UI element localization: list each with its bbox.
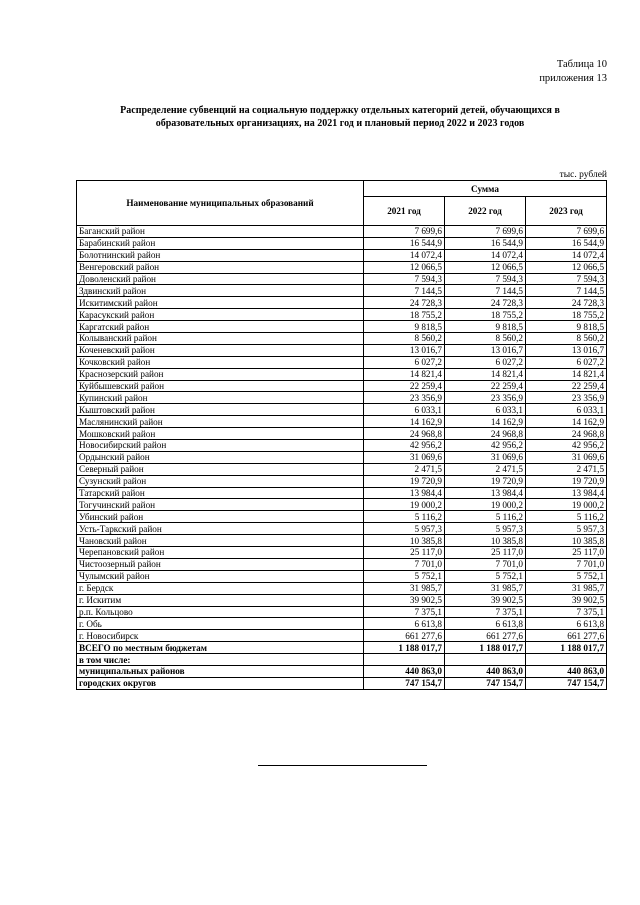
- municipality-name: Чановский район: [77, 535, 364, 547]
- amount-2022: 31 985,7: [445, 582, 526, 594]
- table-row: [77, 630, 607, 642]
- table-row: [77, 249, 607, 261]
- amount-2023: 10 385,8: [526, 535, 607, 547]
- total-2021: 1 188 017,7: [364, 642, 445, 654]
- subtotal-districts-2023: 440 863,0: [526, 665, 607, 677]
- table-row: [77, 356, 607, 368]
- subtotal-row-urban: [77, 677, 607, 689]
- table-row: [77, 416, 607, 428]
- municipality-name: Коченевский район: [77, 344, 364, 356]
- municipality-name: Усть-Таркский район: [77, 523, 364, 535]
- municipality-name: Здвинский район: [77, 285, 364, 297]
- amount-2022: 16 544,9: [445, 237, 526, 249]
- amount-2021: 5 957,3: [364, 523, 445, 535]
- table-row: [77, 368, 607, 380]
- including-row: [77, 654, 607, 666]
- amount-2021: 31 985,7: [364, 582, 445, 594]
- municipality-name: Куйбышевский район: [77, 380, 364, 392]
- amount-2021: 31 069,6: [364, 451, 445, 463]
- table-row: [77, 535, 607, 547]
- table-row: [77, 392, 607, 404]
- amount-2022: 25 117,0: [445, 547, 526, 559]
- amount-2023: 6 613,8: [526, 618, 607, 630]
- amount-2022: 18 755,2: [445, 309, 526, 321]
- amount-2022: 5 957,3: [445, 523, 526, 535]
- table-row: [77, 404, 607, 416]
- amount-2023: 14 162,9: [526, 416, 607, 428]
- amount-2022: 39 902,5: [445, 594, 526, 606]
- amount-2023: 6 027,2: [526, 356, 607, 368]
- amount-2021: 24 968,8: [364, 428, 445, 440]
- municipality-name: Каргатский район: [77, 321, 364, 333]
- table-row: [77, 273, 607, 285]
- table-row: [77, 606, 607, 618]
- table-row: [77, 487, 607, 499]
- amount-2021: 13 984,4: [364, 487, 445, 499]
- amount-2023: 7 701,0: [526, 558, 607, 570]
- amount-2023: 14 072,4: [526, 249, 607, 261]
- subtotal-districts-label: муниципальных районов: [77, 665, 364, 677]
- total-label: ВСЕГО по местным бюджетам: [77, 642, 364, 654]
- table-row: [77, 321, 607, 333]
- municipality-name: Ордынский район: [77, 451, 364, 463]
- amount-2023: 5 957,3: [526, 523, 607, 535]
- amount-2023: 23 356,9: [526, 392, 607, 404]
- table-row: [77, 570, 607, 582]
- amount-2022: 19 720,9: [445, 475, 526, 487]
- amount-2023: 19 000,2: [526, 499, 607, 511]
- subsidy-table: [76, 180, 607, 690]
- municipality-name: Купинский район: [77, 392, 364, 404]
- amount-2023: 24 728,3: [526, 297, 607, 309]
- table-row: [77, 475, 607, 487]
- amount-2021: 19 720,9: [364, 475, 445, 487]
- amount-2023: 8 560,2: [526, 333, 607, 345]
- amount-2021: 23 356,9: [364, 392, 445, 404]
- amount-2021: 18 755,2: [364, 309, 445, 321]
- amount-2023: 6 033,1: [526, 404, 607, 416]
- column-header-name: Наименование муниципальных образований: [77, 181, 364, 226]
- table-row: [77, 428, 607, 440]
- municipality-name: Карасукский район: [77, 309, 364, 321]
- amount-2021: 9 818,5: [364, 321, 445, 333]
- amount-2023: 25 117,0: [526, 547, 607, 559]
- amount-2022: 22 259,4: [445, 380, 526, 392]
- amount-2022: 7 699,6: [445, 226, 526, 238]
- amount-2023: 5 752,1: [526, 570, 607, 582]
- amount-2022: 6 613,8: [445, 618, 526, 630]
- amount-2022: 14 821,4: [445, 368, 526, 380]
- amount-2023: 7 699,6: [526, 226, 607, 238]
- municipality-name: г. Бердск: [77, 582, 364, 594]
- amount-2022: 5 752,1: [445, 570, 526, 582]
- end-divider: [258, 765, 427, 766]
- column-header-2023: 2023 год: [526, 197, 607, 226]
- amount-2023: 9 818,5: [526, 321, 607, 333]
- column-header-2021: 2021 год: [364, 197, 445, 226]
- table-row: [77, 547, 607, 559]
- amount-2023: 13 016,7: [526, 344, 607, 356]
- including-label: в том числе:: [77, 654, 364, 666]
- amount-2022: 7 144,5: [445, 285, 526, 297]
- table-row: [77, 309, 607, 321]
- amount-2023: 13 984,4: [526, 487, 607, 499]
- column-header-sum: Сумма: [364, 181, 607, 197]
- amount-2022: 14 072,4: [445, 249, 526, 261]
- column-header-2022: 2022 год: [445, 197, 526, 226]
- amount-2023: 42 956,2: [526, 440, 607, 452]
- amount-2023: 18 755,2: [526, 309, 607, 321]
- appendix-number: приложения 13: [539, 73, 607, 84]
- amount-2021: 12 066,5: [364, 261, 445, 273]
- amount-2021: 8 560,2: [364, 333, 445, 345]
- amount-2021: 13 016,7: [364, 344, 445, 356]
- table-body: [77, 226, 607, 642]
- municipality-name: Убинский район: [77, 511, 364, 523]
- title-line-2: образовательных организациях, на 2021 год и плановый период 2022 и 2023 годов: [155, 118, 525, 129]
- amount-2021: 19 000,2: [364, 499, 445, 511]
- municipality-name: г. Искитим: [77, 594, 364, 606]
- municipality-name: Мошковский район: [77, 428, 364, 440]
- amount-2023: 12 066,5: [526, 261, 607, 273]
- amount-2022: 661 277,6: [445, 630, 526, 642]
- amount-2021: 5 752,1: [364, 570, 445, 582]
- subtotal-urban-2022: 747 154,7: [445, 677, 526, 689]
- amount-2021: 2 471,5: [364, 463, 445, 475]
- amount-2021: 6 613,8: [364, 618, 445, 630]
- amount-2021: 14 162,9: [364, 416, 445, 428]
- subtotal-urban-label: городских округов: [77, 677, 364, 689]
- table-row: [77, 558, 607, 570]
- amount-2022: 12 066,5: [445, 261, 526, 273]
- table-row: [77, 237, 607, 249]
- amount-2022: 13 984,4: [445, 487, 526, 499]
- municipality-name: р.п. Кольцово: [77, 606, 364, 618]
- table-number: Таблица 10: [556, 59, 607, 70]
- amount-2023: 16 544,9: [526, 237, 607, 249]
- amount-2021: 7 144,5: [364, 285, 445, 297]
- municipality-name: Венгеровский район: [77, 261, 364, 273]
- municipality-name: Тогучинский район: [77, 499, 364, 511]
- amount-2021: 14 072,4: [364, 249, 445, 261]
- amount-2023: 7 144,5: [526, 285, 607, 297]
- subtotal-districts-2021: 440 863,0: [364, 665, 445, 677]
- amount-2022: 5 116,2: [445, 511, 526, 523]
- amount-2022: 9 818,5: [445, 321, 526, 333]
- amount-2022: 10 385,8: [445, 535, 526, 547]
- amount-2021: 7 701,0: [364, 558, 445, 570]
- amount-2021: 6 033,1: [364, 404, 445, 416]
- municipality-name: г. Новосибирск: [77, 630, 364, 642]
- table-totals: [77, 642, 607, 690]
- amount-2021: 42 956,2: [364, 440, 445, 452]
- amount-2023: 39 902,5: [526, 594, 607, 606]
- appendix-reference: [539, 58, 607, 86]
- municipality-name: Краснозерский район: [77, 368, 364, 380]
- amount-2021: 7 594,3: [364, 273, 445, 285]
- table-row: [77, 511, 607, 523]
- municipality-name: Кочковский район: [77, 356, 364, 368]
- municipality-name: Черепановский район: [77, 547, 364, 559]
- amount-2021: 24 728,3: [364, 297, 445, 309]
- amount-2022: 13 016,7: [445, 344, 526, 356]
- total-2023: 1 188 017,7: [526, 642, 607, 654]
- amount-2021: 7 375,1: [364, 606, 445, 618]
- table-row: [77, 499, 607, 511]
- municipality-name: Кыштовский район: [77, 404, 364, 416]
- municipality-name: Чулымский район: [77, 570, 364, 582]
- amount-2023: 22 259,4: [526, 380, 607, 392]
- subtotal-districts-2022: 440 863,0: [445, 665, 526, 677]
- amount-2021: 661 277,6: [364, 630, 445, 642]
- municipality-name: Новосибирский район: [77, 440, 364, 452]
- table-row: [77, 582, 607, 594]
- amount-2022: 7 701,0: [445, 558, 526, 570]
- total-2022: 1 188 017,7: [445, 642, 526, 654]
- amount-2023: 14 821,4: [526, 368, 607, 380]
- amount-2023: 5 116,2: [526, 511, 607, 523]
- amount-2023: 2 471,5: [526, 463, 607, 475]
- amount-2023: 31 985,7: [526, 582, 607, 594]
- table-row: [77, 380, 607, 392]
- total-row: [77, 642, 607, 654]
- amount-2023: 7 375,1: [526, 606, 607, 618]
- table-row: [77, 344, 607, 356]
- subtotal-urban-2023: 747 154,7: [526, 677, 607, 689]
- amount-2021: 16 544,9: [364, 237, 445, 249]
- municipality-name: Татарский район: [77, 487, 364, 499]
- table-row: [77, 226, 607, 238]
- table-row: [77, 451, 607, 463]
- table-row: [77, 333, 607, 345]
- amount-2022: 31 069,6: [445, 451, 526, 463]
- municipality-name: Доволенский район: [77, 273, 364, 285]
- amount-2023: 19 720,9: [526, 475, 607, 487]
- table-row: [77, 594, 607, 606]
- amount-2021: 6 027,2: [364, 356, 445, 368]
- municipality-name: Баганский район: [77, 226, 364, 238]
- amount-2021: 22 259,4: [364, 380, 445, 392]
- table-row: [77, 618, 607, 630]
- municipality-name: Сузунский район: [77, 475, 364, 487]
- table-row: [77, 297, 607, 309]
- amount-2021: 7 699,6: [364, 226, 445, 238]
- subtotal-urban-2021: 747 154,7: [364, 677, 445, 689]
- table-row: [77, 523, 607, 535]
- amount-2021: 14 821,4: [364, 368, 445, 380]
- municipality-name: г. Обь: [77, 618, 364, 630]
- amount-2022: 7 375,1: [445, 606, 526, 618]
- amount-2023: 661 277,6: [526, 630, 607, 642]
- amount-2022: 6 027,2: [445, 356, 526, 368]
- amount-2021: 25 117,0: [364, 547, 445, 559]
- amount-2022: 6 033,1: [445, 404, 526, 416]
- table-row: [77, 261, 607, 273]
- amount-2022: 24 728,3: [445, 297, 526, 309]
- amount-2021: 5 116,2: [364, 511, 445, 523]
- amount-2022: 23 356,9: [445, 392, 526, 404]
- amount-2022: 2 471,5: [445, 463, 526, 475]
- table-row: [77, 440, 607, 452]
- amount-2022: 7 594,3: [445, 273, 526, 285]
- municipality-name: Маслянинский район: [77, 416, 364, 428]
- amount-2022: 42 956,2: [445, 440, 526, 452]
- amount-2023: 24 968,8: [526, 428, 607, 440]
- table-row: [77, 285, 607, 297]
- amount-2023: 31 069,6: [526, 451, 607, 463]
- subtotal-row-districts: [77, 665, 607, 677]
- table-row: [77, 463, 607, 475]
- amount-2021: 10 385,8: [364, 535, 445, 547]
- municipality-name: Болотнинский район: [77, 249, 364, 261]
- amount-2021: 39 902,5: [364, 594, 445, 606]
- amount-2022: 19 000,2: [445, 499, 526, 511]
- amount-2022: 24 968,8: [445, 428, 526, 440]
- municipality-name: Чистоозерный район: [77, 558, 364, 570]
- document-title: [80, 104, 600, 130]
- units-label: тыс. рублей: [559, 170, 607, 180]
- municipality-name: Искитимский район: [77, 297, 364, 309]
- municipality-name: Северный район: [77, 463, 364, 475]
- amount-2022: 14 162,9: [445, 416, 526, 428]
- amount-2023: 7 594,3: [526, 273, 607, 285]
- municipality-name: Барабинский район: [77, 237, 364, 249]
- title-line-1: Распределение субвенций на социальную поддержку отдельных категорий детей, обучающихся в: [120, 105, 560, 116]
- amount-2022: 8 560,2: [445, 333, 526, 345]
- municipality-name: Колыванский район: [77, 333, 364, 345]
